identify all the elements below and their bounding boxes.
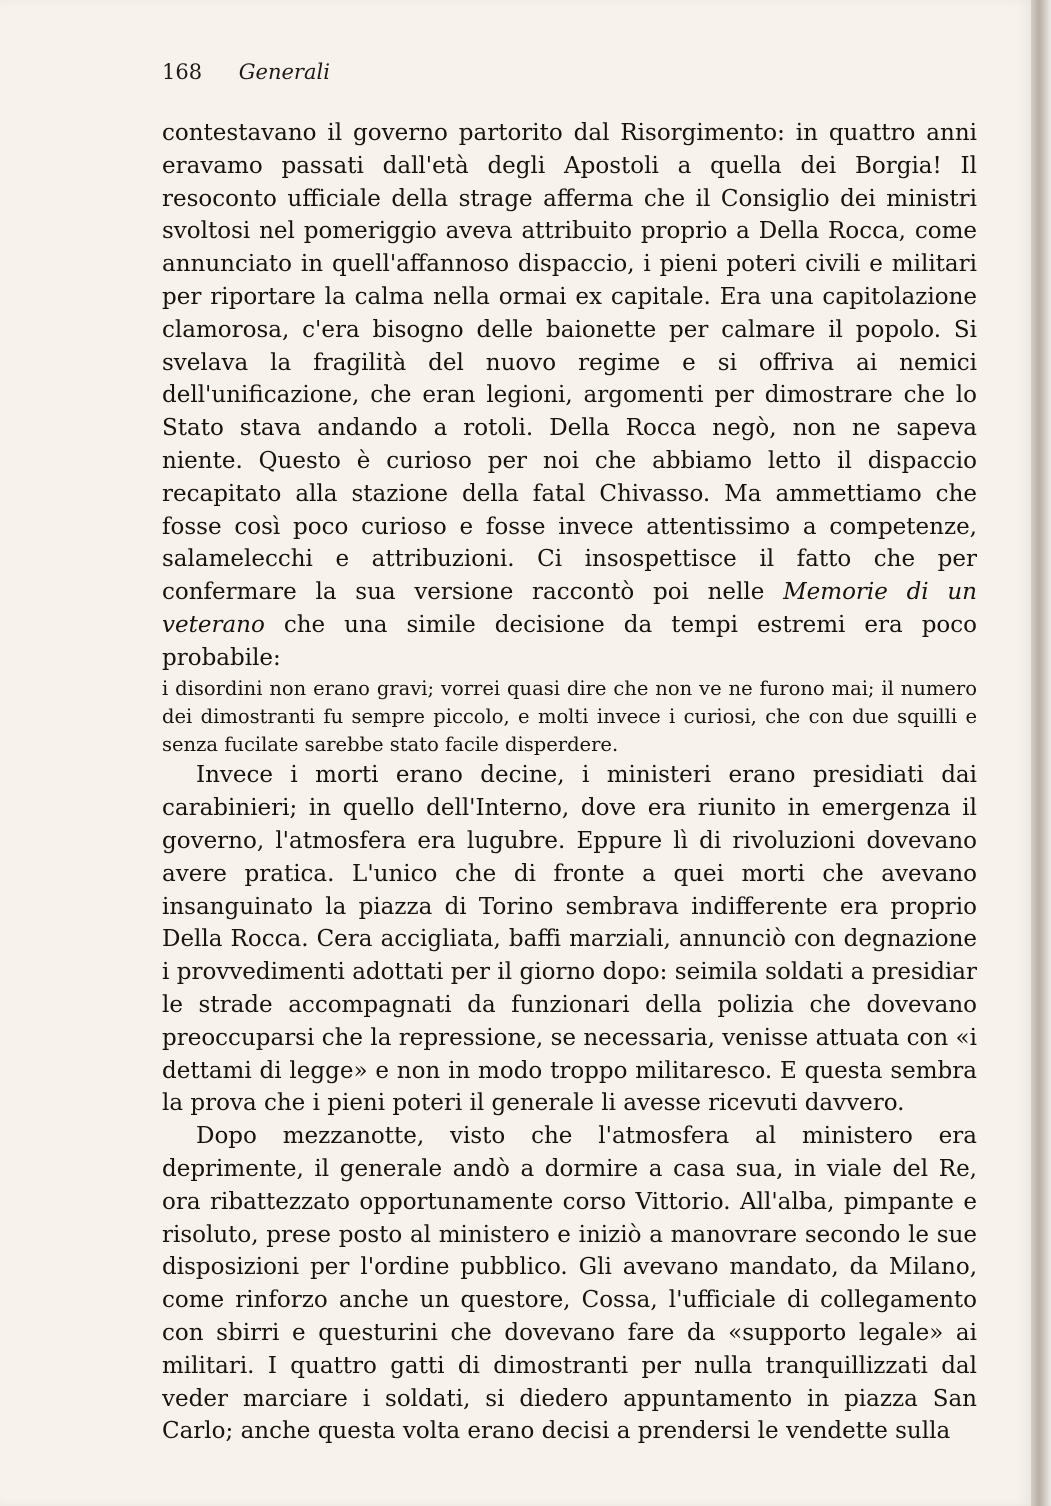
book-title-italic: Memorie di un veterano xyxy=(162,579,977,638)
body-text xyxy=(162,117,977,1448)
paragraph-3: Dopo mezzanotte, visto che l'atmosfera al ministero era deprimente, il generale andò a dormire a casa sua, in viale del Re, ora ribattezzato opportunamente corso Vittorio. All'alba, pimpante e risoluto, prese posto al ministero e iniziò a manovrare secondo le sue disposizioni per l'ordine pubblico. Gli avevano mandato, da Milano, come rinforzo anche un questore, Cossa, l'ufficiale di collegamento con sbirri e questurini che dovevano fare da «supporto legale» ai militari. I quattro gatti di dimostranti per nulla tranquillizzati dal veder marciare i soldati, si diedero appuntamento in piazza San Carlo; anche questa volta erano decisi a prendersi le vendette sulla xyxy=(162,1123,977,1445)
page-number: 168 xyxy=(162,60,203,84)
block-quote: i disordini non erano gravi; vorrei quasi dire che non ve ne furono mai; il numero dei dimostranti fu sempre piccolo, e molti invece i curiosi, che con due squilli e senza fucilate sarebbe stato facile disperdere. xyxy=(162,676,977,757)
paragraph-2: Invece i morti erano decine, i ministeri erano presidiati dai carabinieri; in quello dell'Interno, dove era riunito in emergenza il governo, l'atmosfera era lugubre. Eppure lì di rivoluzioni dovevano avere pratica. L'unico che di fronte a quei morti che avevano insanguinato la piazza di Torino sembrava indifferente era proprio Della Rocca. Cera accigliata, baffi marziali, annunciò con degnazione i provvedimenti adottati per il giorno dopo: seimila soldati a presidiar le strade accompagnati da funzionari della polizia che dovevano preoccuparsi che la repressione, se necessaria, venisse attuata con «i dettami di legge» e non in modo troppo militaresco. E questa sembra la prova che i pieni poteri il generale li avesse ricevuti davvero. xyxy=(162,762,977,1117)
page-edge xyxy=(1031,0,1051,1506)
paragraph-1: contestavano il governo partorito dal Risorgimento: in quattro anni eravamo passati dall'età degli Apostoli a quella dei Borgia! Il resoconto ufficiale della strage afferma che il Consiglio dei ministri svoltosi nel pomeriggio aveva attribuito proprio a Della Rocca, come annunciato in quell'affannoso dispaccio, i pieni poteri civili e militari per riportare la calma nella ormai ex capitale. Era una capitolazione clamorosa, c'era bisogno delle baionette per calmare il popolo. Si svelava la fragilità del nuovo regime e si offriva ai nemici dell'unificazione, che eran legioni, argomenti per dimostrare che lo Stato stava andando a rotoli. Della Rocca negò, non ne sapeva niente. Questo è curioso per noi che abbiamo letto il dispaccio recapitato alla stazione della fatal Chivasso. Ma ammettiamo che fosse così poco curioso e fosse invece attentissimo a competenze, salamelecchi e attribuzioni. Ci insospettisce il fatto che per confermare la sua versione raccontò poi nelle Memorie di un veterano che una simile decisione da tempi estremi era poco probabile: xyxy=(162,120,977,671)
section-title: Generali xyxy=(238,60,330,84)
running-head xyxy=(162,60,330,84)
